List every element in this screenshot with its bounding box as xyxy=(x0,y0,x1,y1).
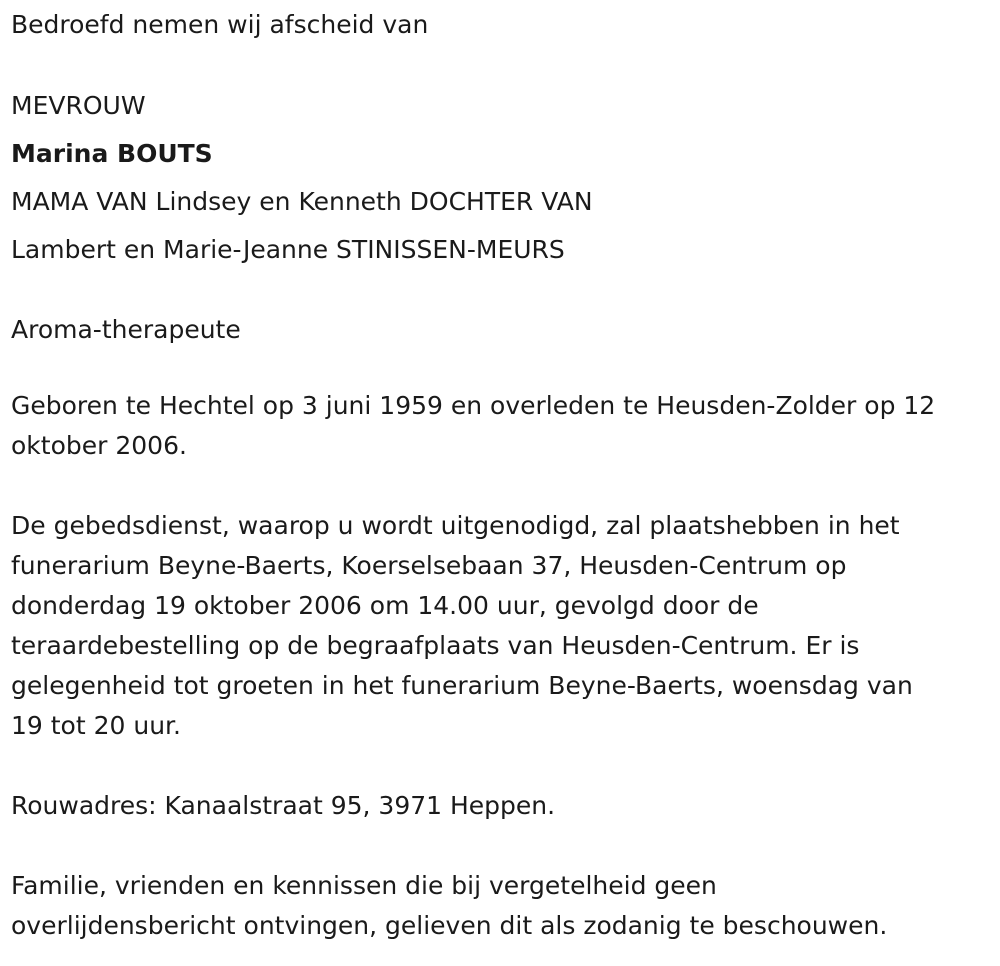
spacer xyxy=(11,354,991,386)
paragraph-line: De gebedsdienst, waarop u wordt uitgenodigd, zal plaatshebben in het xyxy=(11,511,900,540)
intro-text: Bedroefd nemen wij afscheid van xyxy=(11,10,429,39)
spacer xyxy=(11,274,991,306)
paragraph-line: teraardebestelling op de begraafplaats van Heusden-Centrum. Er is xyxy=(11,631,860,660)
paragraph-line: gelegenheid tot groeten in het funerarium Beyne-Baerts, woensdag van xyxy=(11,671,913,700)
spacer xyxy=(11,746,991,786)
spacer xyxy=(11,50,991,82)
address-paragraph xyxy=(11,786,991,826)
paragraph-line: 19 tot 20 uur. xyxy=(11,711,181,740)
paragraph-line: Familie, vrienden en kennissen die bij vergetelheid geen xyxy=(11,871,717,900)
paragraph-line: overlijdensbericht ontvingen, gelieven dit als zodanig te beschouwen. xyxy=(11,911,888,940)
paragraph-line: funerarium Beyne-Baerts, Koerselsebaan 37, Heusden-Centrum op xyxy=(11,551,847,580)
birth-death-paragraph xyxy=(11,386,991,466)
spacer xyxy=(11,466,991,506)
family-line: Lambert en Marie-Jeanne STINISSEN-MEURS xyxy=(11,235,565,264)
spacer xyxy=(11,826,991,866)
profession-text: Aroma-therapeute xyxy=(11,315,241,344)
notice-paragraph xyxy=(11,866,991,946)
paragraph-line: oktober 2006. xyxy=(11,431,187,460)
obituary-document xyxy=(11,0,991,946)
paragraph-line: Geboren te Hechtel op 3 juni 1959 en overleden te Heusden-Zolder op 12 xyxy=(11,391,936,420)
paragraph-line: donderdag 19 oktober 2006 om 14.00 uur, gevolgd door de xyxy=(11,591,759,620)
title-text: MEVROUW xyxy=(11,91,146,120)
address-text: Rouwadres: Kanaalstraat 95, 3971 Heppen. xyxy=(11,791,556,820)
deceased-name: Marina BOUTS xyxy=(11,139,213,168)
service-paragraph xyxy=(11,506,991,746)
family-line: MAMA VAN Lindsey en Kenneth DOCHTER VAN xyxy=(11,187,593,216)
